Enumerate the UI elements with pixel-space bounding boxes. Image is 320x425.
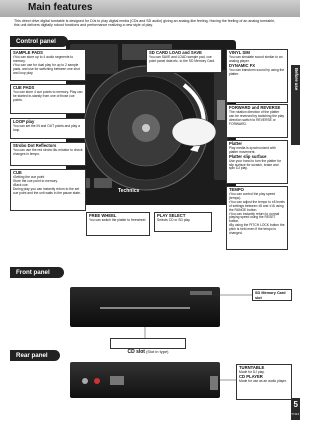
callout-text: •You can use for dual play for up to 2 sample pads, and use for switching between one shot and loop play. <box>13 62 80 75</box>
rear-port <box>110 376 124 385</box>
callout-text: Mode for use as an audio player. <box>239 378 287 383</box>
page-number: 5 <box>293 400 298 409</box>
callout-text: You can transform sound by using the platter. <box>229 67 285 76</box>
callout-title: LOOP play <box>13 119 35 125</box>
label-cd-slot-rest: (Slot in type) <box>144 349 169 355</box>
callout-title: FORWARD and REVERSE <box>229 105 281 111</box>
page-title: Main features <box>28 2 93 13</box>
callout-title: Platter <box>229 141 243 147</box>
rear-jack-1 <box>82 378 88 384</box>
callout-text: The rotation direction of the platter can be reversed by switching the play direction switch to REVERSE or FORWARD. <box>229 109 284 126</box>
brand-logo: Technics <box>118 188 140 194</box>
callout-title: CD PLAYER <box>239 373 263 379</box>
intro-text: This direct drive digital turntable is designed for DJs to play digital media (CDs and SD audio) giving an analog-like feeling. Having the feeling of an analog turntable, this unit delivers digitally robust functions and performance realizing a new style of play. <box>14 19 276 28</box>
callout-text: •You can instantly return to normal playing speed using the RESET button. <box>229 211 280 224</box>
callout-title: Strobo Dot Reflectors <box>13 143 57 149</box>
callout-title: VINYL SIM <box>229 50 250 56</box>
section-rear-panel: Rear panel <box>10 350 60 361</box>
callout-title: TEMPO <box>229 187 244 193</box>
callout-text: During play you can instantly return to the set cue point and the unit waits in the pause state. <box>13 186 81 195</box>
section-front-panel: Front panel <box>10 267 64 278</box>
label-text: SD Memory Card slot <box>255 291 286 300</box>
section-control-panel: Control panel <box>10 36 68 47</box>
side-tab-label: Before use <box>294 68 299 91</box>
callout-text: •You can adjust the tempo to ±8 levels of settings between ±8 and ±16 using the RANGE button. <box>229 199 285 212</box>
callout-text: Mode for DJ play. <box>239 369 265 374</box>
callout-text: You can use the red strobo illu-minator to check changes in tempo. <box>13 147 83 156</box>
callout-text: You can store 4 cue points to memory. Play can be started in-stantly from one of those cue points. <box>13 89 83 102</box>
callout-title: CUE <box>13 170 22 176</box>
callout-text: Store the cue point to memory. <box>13 178 58 183</box>
rear-switch <box>210 376 218 390</box>
callout-title: FREE WHEEL <box>89 213 117 219</box>
label-cd-slot <box>110 338 186 356</box>
callout-rear-modes <box>236 364 292 400</box>
label-sd-memory-card-slot <box>252 289 292 301</box>
callout-title: PLAY SELECT <box>157 213 186 219</box>
callout-text: You can SAVE and LOAD sample pad, cue point panel data etc. to the SD Memory Card. <box>149 54 216 63</box>
callout-text: •You can control the play speed (tempo). <box>229 191 276 200</box>
label-cd-slot-bold: CD slot <box>127 349 145 356</box>
callout-text: You can switch the platter to freewheel. <box>89 217 147 222</box>
callout-text: •By using the PITCH LOCK button the pitch is held even if the tempo is changed. <box>229 223 285 236</box>
callout-text: •You can store up to 4 audio segments to memory. <box>13 54 74 63</box>
callout-text: Play media is synchronized with platter movement. <box>229 145 276 154</box>
callout-title: TURNTABLE <box>239 365 265 371</box>
callout-text: Selects CD or SD play. <box>157 217 191 222</box>
callout-text: You can set the IN and OUT points and play a loop. <box>13 123 80 132</box>
callout-title: SD CARD LOAD and SAVE <box>149 50 202 56</box>
callout-text: You can simulate sound similar to an analog player. <box>229 54 283 63</box>
callout-text: Use your hand to turn the platter for slip surface for scratch, brake and spin DJ play. <box>229 158 282 171</box>
callout-title: DYNAMIC FX <box>229 62 256 68</box>
callout-text: •Setting the cue point <box>13 174 45 179</box>
callout-text: •Back cue <box>13 182 28 187</box>
rear-panel-illustration <box>70 362 220 398</box>
callout-title: SAMPLE PADS <box>13 50 43 56</box>
rear-jack-2 <box>94 378 100 384</box>
callout-title: CUE PADS <box>13 85 35 91</box>
callout-title: Platter slip surface <box>229 153 267 159</box>
page-code: RQT7113 <box>287 412 299 416</box>
